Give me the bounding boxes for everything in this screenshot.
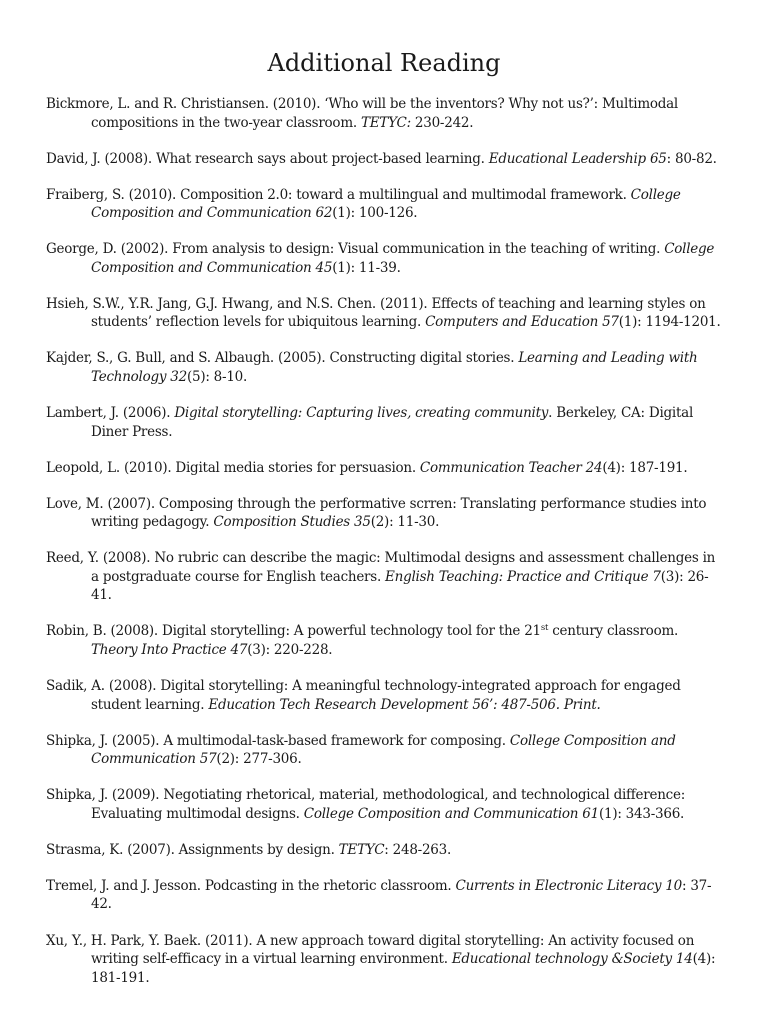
reference-entry <box>46 240 726 277</box>
reference-text: Lambert, J. (2006). <box>46 405 175 422</box>
reference-text: century classroom. <box>548 623 679 640</box>
source-title: Computers and Education 57 <box>425 314 619 331</box>
source-title: College Composition and Communication 61 <box>303 805 599 822</box>
reference-text: Reed, Y. (2008). No rubric can describe the magic: Multimodal designs and assessment challenges in a postgraduate course for English teachers. <box>46 550 716 585</box>
reference-entry <box>46 786 726 823</box>
reference-entry <box>46 495 726 532</box>
source-title: Education Tech Research Development 56’: 487-506. Print. <box>208 696 601 713</box>
reference-text: : 80-82. <box>666 150 717 167</box>
reference-entry <box>46 349 726 386</box>
reference-text: Strasma, K. (2007). Assignments by design. <box>46 841 339 858</box>
reference-text: (5): 8-10. <box>186 368 248 385</box>
source-title: Communication Teacher 24 <box>419 459 603 476</box>
source-title: TETYC <box>338 841 385 858</box>
reference-entry <box>46 186 726 223</box>
reference-text: Fraiberg, S. (2010). Composition 2.0: toward a multilingual and multimodal framework. <box>46 186 631 203</box>
reference-entry <box>46 622 726 659</box>
reference-text: : 37-42. <box>91 877 712 913</box>
reference-text: Tremel, J. and J. Jesson. Podcasting in the rhetoric classroom. <box>46 877 456 894</box>
reference-entry <box>46 677 726 714</box>
source-title: Composition Studies 35 <box>213 514 371 531</box>
reference-text: : 248-263. <box>384 841 452 858</box>
page-title: Additional Reading <box>267 49 501 77</box>
reference-entry <box>46 841 726 860</box>
reference-text: Shipka, J. (2005). A multimodal-task-based framework for composing. <box>46 732 510 749</box>
reference-text: 230-242. <box>410 114 474 131</box>
reference-entry <box>46 877 726 914</box>
reference-text: David, J. (2008). What research says about project-based learning. <box>46 150 489 167</box>
source-title: English Teaching: Practice and Critique 7 <box>385 568 661 585</box>
reference-text: Shipka, J. (2009). Negotiating rhetorical, material, methodological, and technological difference: Evaluating multimodal designs. <box>46 787 686 822</box>
reference-text: Hsieh, S.W., Y.R. Jang, G.J. Hwang, and N.S. Chen. (2011). Effects of teaching and learning styles on students’ reflection levels for ubiquitous learning. <box>46 295 706 331</box>
reference-text: (1): 11-39. <box>332 259 401 276</box>
reference-text: (1): 1194-1201. <box>618 314 721 331</box>
reference-entry <box>46 404 726 441</box>
reference-text: Kajder, S., G. Bull, and S. Albaugh. (2005). Constructing digital stories. <box>46 350 519 367</box>
reference-text: . Berkeley, CA: Digital Diner Press. <box>91 405 694 440</box>
source-title: Educational Leadership 65 <box>488 150 667 167</box>
reference-text: (1): 100-126. <box>332 205 418 222</box>
source-title: TETYC: <box>360 114 411 131</box>
reference-text: (3): 220-228. <box>247 641 333 658</box>
reference-entry <box>46 150 726 169</box>
reference-text: Bickmore, L. and R. Christiansen. (2010). ‘Who will be the inventors? Why not us?’: Multimodal compositions in the two-year classroom. <box>46 96 679 131</box>
reference-entry <box>46 295 726 332</box>
reference-entry <box>46 732 726 769</box>
reference-text: (1): 343-366. <box>598 805 685 822</box>
source-title: Theory Into Practice 47 <box>91 641 248 658</box>
source-title: College Composition and Communication 45 <box>91 241 715 276</box>
reference-text: Sadik, A. (2008). Digital storytelling: A meaningful technology-integrated approach for engaged student learning. <box>46 678 681 713</box>
source-title: College Composition and Communication 57 <box>91 732 676 768</box>
superscript-text: st <box>540 623 549 634</box>
reference-text: George, D. (2002). From analysis to design: Visual communication in the teaching of writing. <box>46 241 665 258</box>
reference-text: Xu, Y., H. Park, Y. Baek. (2011). A new approach toward digital storytelling: An activity focused on writing self-efficacy in a virtual learning environment. <box>46 932 695 967</box>
reference-entry <box>46 549 726 605</box>
reference-entry <box>46 95 726 132</box>
source-title: Educational technology &Society 14 <box>451 951 693 967</box>
reference-text: Robin, B. (2008). Digital storytelling: A powerful technology tool for the 21 <box>46 623 541 640</box>
source-title: Digital storytelling: Capturing lives, creating community <box>174 405 549 422</box>
reference-text: (2): 11-30. <box>370 514 440 531</box>
reference-text: (4): 181-191. <box>91 951 716 986</box>
reference-text: Leopold, L. (2010). Digital media stories for persuasion. <box>46 459 420 476</box>
reference-text: (2): 277-306. <box>216 751 302 768</box>
reference-text: (4): 187-191. <box>602 459 688 476</box>
source-title: Currents in Electronic Literacy 10 <box>455 877 682 894</box>
reference-entry <box>46 932 726 988</box>
reference-list <box>46 95 726 1005</box>
reference-text: (3): 26-41. <box>91 568 709 604</box>
source-title: College Composition and Communication 62 <box>91 186 681 222</box>
reference-entry <box>46 459 726 478</box>
reference-text: Love, M. (2007). Composing through the performative scrren: Translating performance studies into writing pedagogy. <box>46 495 707 531</box>
source-title: Learning and Leading with Technology 32 <box>91 350 698 385</box>
